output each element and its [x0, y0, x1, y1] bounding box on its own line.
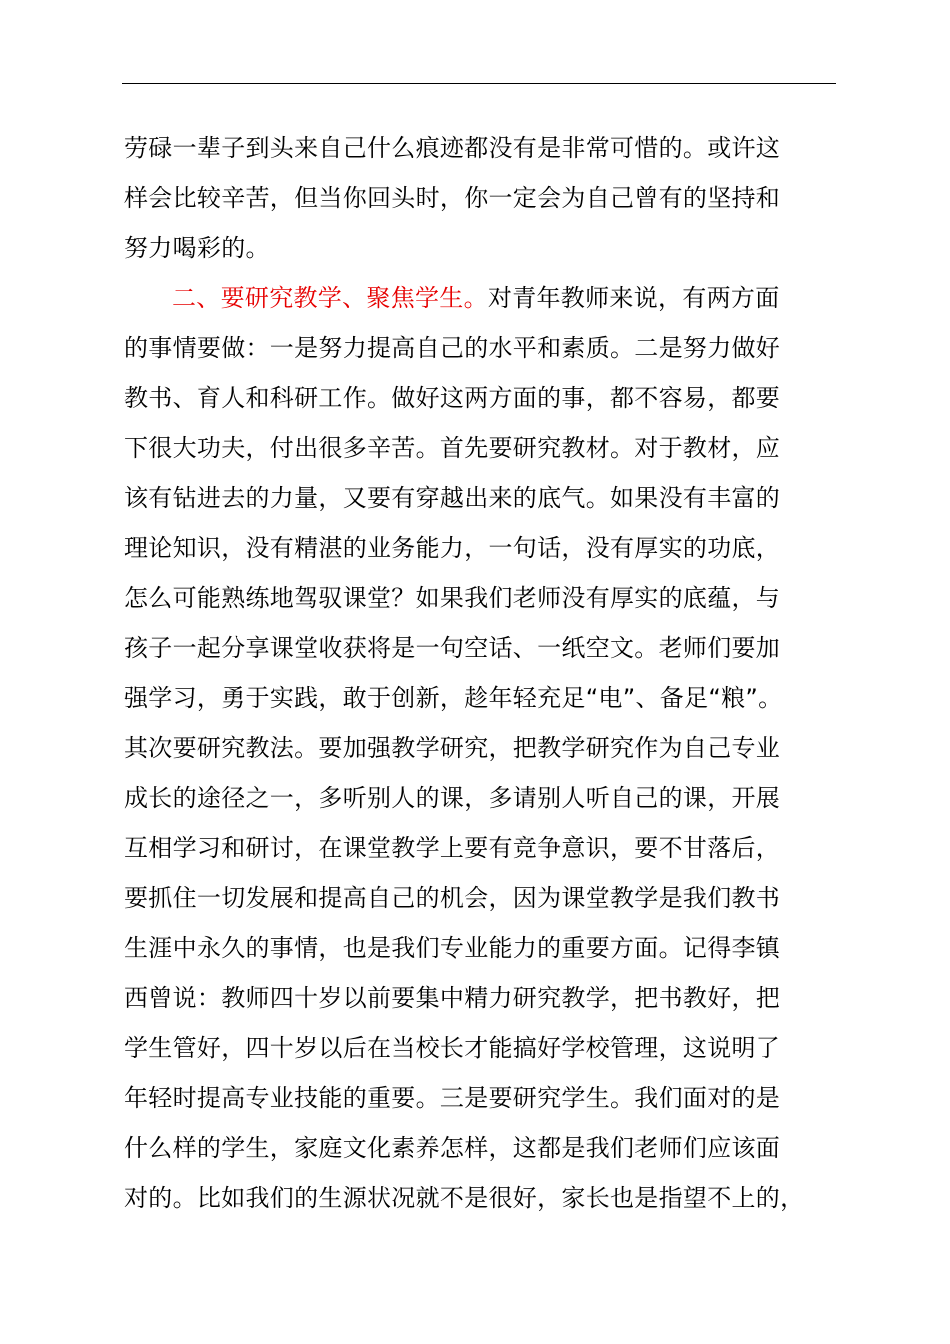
text-line: 孩子一起分享课堂收获将是一句空话、一纸空文。老师们要加 [124, 634, 781, 662]
text-line: 下很大功夫，付出很多辛苦。首先要研究教材。对于教材，应 [124, 434, 781, 462]
text-line: 该有钻进去的力量，又要有穿越出来的底气。如果没有丰富的 [124, 484, 781, 512]
header-rule [122, 83, 836, 84]
text-line: 西曾说：教师四十岁以前要集中精力研究教学，把书教好，把 [124, 984, 781, 1012]
text-line: 的事情要做：一是努力提高自己的水平和素质。二是努力做好 [124, 334, 781, 362]
text-line: 学生管好，四十岁以后在当校长才能搞好学校管理，这说明了 [124, 1034, 781, 1062]
section-heading-line [172, 282, 892, 332]
section-heading: 二、要研究教学、聚焦学生。 [172, 284, 488, 312]
text-line: 样会比较辛苦，但当你回头时，你一定会为自己曾有的坚持和 [124, 184, 781, 212]
text-line: 年轻时提高专业技能的重要。三是要研究学生。我们面对的是 [124, 1084, 781, 1112]
text-line: 强学习，勇于实践，敢于创新，趁年轻充足“电”、备足“粮”。 [124, 684, 783, 712]
text-line: 对的。比如我们的生源状况就不是很好，家长也是指望不上的， [124, 1184, 805, 1212]
text-line: 教书、育人和科研工作。做好这两方面的事，都不容易，都要 [124, 384, 781, 412]
section-heading-rest: 对青年教师来说，有两方面 [487, 284, 780, 312]
text-line: 努力喝彩的。 [124, 234, 270, 262]
text-line: 要抓住一切发展和提高自己的机会，因为课堂教学是我们教书 [124, 884, 781, 912]
text-line: 什么样的学生，家庭文化素养怎样，这都是我们老师们应该面 [124, 1134, 781, 1162]
text-line: 其次要研究教法。要加强教学研究，把教学研究作为自己专业 [124, 734, 781, 762]
text-line: 互相学习和研讨，在课堂教学上要有竞争意识，要不甘落后， [124, 834, 781, 862]
text-line: 怎么可能熟练地驾驭课堂？如果我们老师没有厚实的底蕴，与 [124, 584, 781, 612]
text-line: 劳碌一辈子到头来自己什么痕迹都没有是非常可惜的。或许这 [124, 134, 781, 162]
text-line: 生涯中永久的事情，也是我们专业能力的重要方面。记得李镇 [124, 934, 781, 962]
text-line: 理论知识，没有精湛的业务能力，一句话，没有厚实的功底， [124, 534, 781, 562]
text-line: 成长的途径之一，多听别人的课，多请别人听自己的课，开展 [124, 784, 781, 812]
